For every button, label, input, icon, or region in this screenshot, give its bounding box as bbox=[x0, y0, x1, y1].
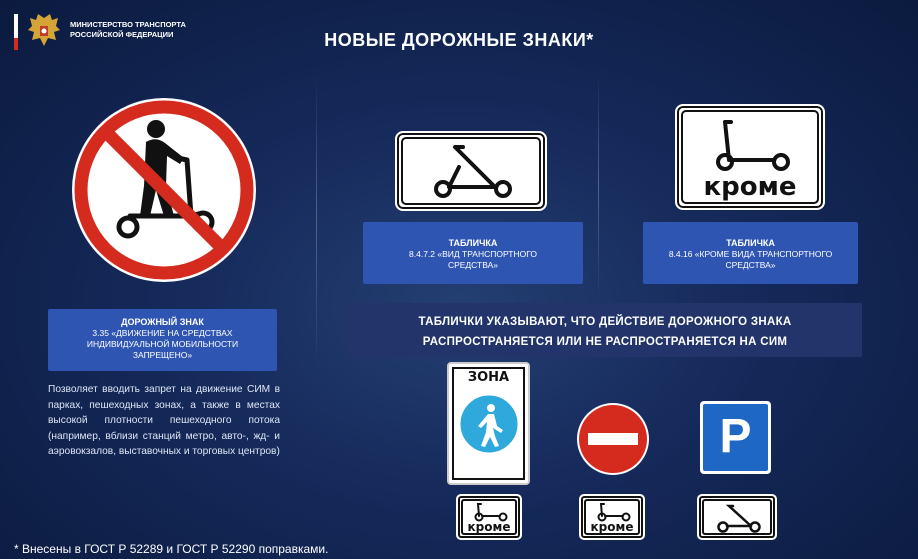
plate-8-4-16-caption bbox=[643, 222, 858, 284]
banner-line-2: РАСПРОСТРАНЯЕТСЯ ИЛИ НЕ РАСПРОСТРАНЯЕТСЯ НА СИМ bbox=[422, 336, 788, 348]
banner-line-1: ТАБЛИЧКИ УКАЗЫВАЮТ, ЧТО ДЕЙСТВИЕ ДОРОЖНОГО ЗНАКА bbox=[418, 316, 792, 328]
pedestrian-zone-sign bbox=[447, 362, 530, 485]
ministry-line-1: МИНИСТЕРСТВО ТРАНСПОРТА bbox=[70, 20, 186, 29]
caption-line: ЗАПРЕЩЕНО» bbox=[132, 350, 193, 360]
no-entry-icon bbox=[576, 402, 650, 476]
scooter-icon bbox=[433, 143, 513, 203]
scooter-icon bbox=[474, 502, 508, 522]
krome-plate-small bbox=[456, 494, 522, 540]
krome-text: кроме bbox=[467, 520, 511, 534]
sign-3-35-prohibition bbox=[70, 96, 258, 284]
sign-3-35-description: Позволяет вводить запрет на движение СИМ в парках, пешеходных зонах, а также в местах высокой плотности пешеходного потока (например, вблизи станций метро, авто-, жд- и аэровокзалов, выставочных и торговых центров) bbox=[48, 384, 280, 457]
info-banner bbox=[348, 303, 862, 357]
parking-letter: P bbox=[719, 410, 752, 463]
transport-type-plate-small bbox=[697, 494, 777, 540]
plate-8-4-7-2 bbox=[395, 131, 547, 211]
caption-line: СРЕДСТВА» bbox=[447, 260, 499, 270]
ministry-line-2: РОССИЙСКОЙ ФЕДЕРАЦИИ bbox=[70, 30, 174, 39]
zone-label: ЗОНА bbox=[467, 370, 510, 385]
plate-8-4-7-2-caption bbox=[363, 222, 583, 284]
column-divider bbox=[316, 70, 317, 370]
caption-line: 8.4.7.2 «ВИД ТРАНСПОРТНОГО bbox=[409, 249, 537, 259]
caption-head: ТАБЛИЧКА bbox=[726, 238, 775, 248]
footnote: * Внесены в ГОСТ Р 52289 и ГОСТ Р 52290 поправками. bbox=[14, 542, 329, 556]
page-title: НОВЫЕ ДОРОЖНЫЕ ЗНАКИ* bbox=[324, 30, 594, 50]
caption-line: СРЕДСТВА» bbox=[725, 260, 776, 270]
krome-text: кроме bbox=[703, 172, 797, 202]
scooter-icon bbox=[715, 118, 791, 174]
caption-line: ИНДИВИДУАЛЬНОЙ МОБИЛЬНОСТИ bbox=[86, 339, 239, 349]
caption-head: ТАБЛИЧКА bbox=[448, 238, 498, 248]
plate-8-4-16 bbox=[675, 104, 825, 210]
pedestrian-icon bbox=[459, 394, 519, 454]
krome-plate-small bbox=[579, 494, 645, 540]
column-divider bbox=[598, 70, 599, 300]
caption-line: 3.35 «ДВИЖЕНИЕ НА СРЕДСТВАХ bbox=[92, 328, 233, 338]
caption-line: 8.4.16 «КРОМЕ ВИДА ТРАНСПОРТНОГО bbox=[668, 249, 833, 259]
krome-text: кроме bbox=[590, 520, 634, 534]
scooter-icon bbox=[717, 504, 761, 534]
caption-head: ДОРОЖНЫЙ ЗНАК bbox=[121, 317, 204, 327]
parking-icon bbox=[700, 401, 771, 474]
sign-3-35-caption bbox=[48, 309, 277, 371]
scooter-icon bbox=[597, 502, 631, 522]
